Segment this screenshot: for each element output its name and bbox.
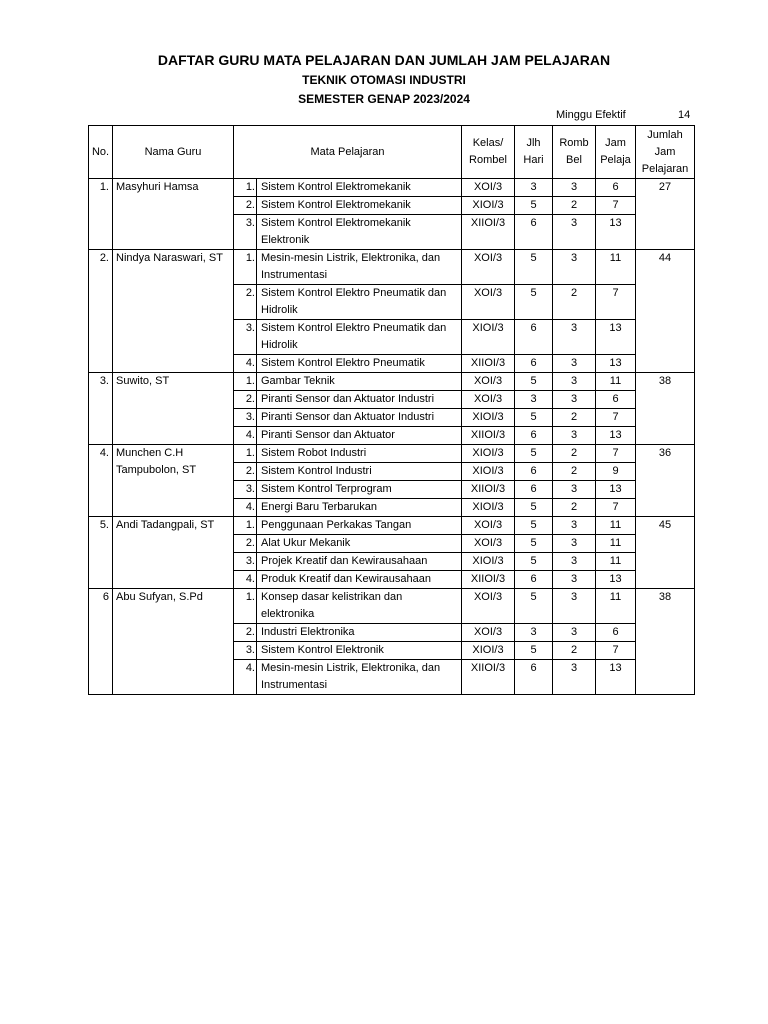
jumlah-jam: 44 [636, 250, 695, 373]
subject-name: Sistem Kontrol Elektro Pneumatik dan Hidrolik [261, 287, 447, 316]
class-rombel: XIOI/3 [462, 499, 515, 517]
teacher-number: 3. [89, 373, 113, 445]
header-mata-pelajaran: Mata Pelajaran [234, 126, 462, 179]
subject-cell [234, 355, 462, 373]
jlh-hari: 5 [515, 517, 553, 535]
subject-name: Sistem Kontrol Elektronik [261, 644, 384, 656]
subject-cell [234, 215, 462, 250]
jlh-hari: 5 [515, 535, 553, 553]
subject-number: 2. [237, 285, 257, 319]
subject-cell [234, 499, 462, 517]
jam-pelaja: 9 [596, 463, 636, 481]
jam-pelaja: 7 [596, 409, 636, 427]
subject-number: 2. [237, 391, 257, 408]
jumlah-jam: 38 [636, 589, 695, 695]
jlh-hari: 5 [515, 373, 553, 391]
romb-bel: 3 [553, 391, 596, 409]
subject-number: 1. [237, 445, 257, 462]
subject-name: Sistem Kontrol Elektromekanik [261, 181, 411, 193]
romb-bel: 3 [553, 179, 596, 197]
header-jlh-hari: Jlh Hari [515, 126, 553, 179]
subject-name: Piranti Sensor dan Aktuator Industri [261, 393, 435, 405]
jlh-hari: 3 [515, 179, 553, 197]
subject-number: 4. [237, 499, 257, 516]
header-jumlah-jam: Jumlah Jam Pelajaran [636, 126, 695, 179]
teacher-name: Suwito, ST [113, 373, 234, 445]
teacher-number: 1. [89, 179, 113, 250]
class-rombel: XOI/3 [462, 373, 515, 391]
teacher-name: Nindya Naraswari, ST [113, 250, 234, 373]
class-rombel: XOI/3 [462, 179, 515, 197]
subject-number: 2. [237, 624, 257, 641]
class-rombel: XIIOI/3 [462, 215, 515, 250]
class-rombel: XOI/3 [462, 391, 515, 409]
program-subtitle: TEKNIK OTOMASI INDUSTRI [302, 73, 466, 87]
jam-pelaja: 13 [596, 660, 636, 695]
jlh-hari: 5 [515, 642, 553, 660]
class-rombel: XIOI/3 [462, 463, 515, 481]
class-rombel: XOI/3 [462, 517, 515, 535]
subject-cell [234, 660, 462, 695]
jam-pelaja: 11 [596, 517, 636, 535]
jam-pelaja: 13 [596, 320, 636, 355]
class-rombel: XIIOI/3 [462, 355, 515, 373]
table-row [89, 445, 695, 463]
jumlah-jam: 45 [636, 517, 695, 589]
jam-pelaja: 6 [596, 179, 636, 197]
jlh-hari: 6 [515, 481, 553, 499]
subject-number: 3. [237, 215, 257, 249]
subject-number: 4. [237, 571, 257, 588]
jam-pelaja: 11 [596, 373, 636, 391]
subject-number: 1. [237, 589, 257, 623]
teacher-name: Munchen C.H Tampubolon, ST [113, 445, 234, 517]
romb-bel: 3 [553, 215, 596, 250]
jam-pelaja: 11 [596, 250, 636, 285]
class-rombel: XOI/3 [462, 285, 515, 320]
jlh-hari: 6 [515, 571, 553, 589]
table-row [89, 517, 695, 535]
subject-number: 3. [237, 642, 257, 659]
header-nama-guru: Nama Guru [113, 126, 234, 179]
jlh-hari: 5 [515, 589, 553, 624]
subject-number: 3. [237, 481, 257, 498]
romb-bel: 2 [553, 499, 596, 517]
jlh-hari: 6 [515, 320, 553, 355]
subject-number: 1. [237, 250, 257, 284]
table-row [89, 250, 695, 285]
table-row [89, 589, 695, 624]
romb-bel: 3 [553, 373, 596, 391]
subject-cell [234, 320, 462, 355]
subject-cell [234, 373, 462, 391]
subject-name: Sistem Kontrol Terprogram [261, 483, 392, 495]
class-rombel: XIIOI/3 [462, 427, 515, 445]
jam-pelaja: 13 [596, 481, 636, 499]
subject-cell [234, 445, 462, 463]
romb-bel: 3 [553, 571, 596, 589]
subject-number: 2. [237, 463, 257, 480]
header-romb-bel: Romb Bel [553, 126, 596, 179]
teacher-number: 4. [89, 445, 113, 517]
romb-bel: 2 [553, 197, 596, 215]
subject-number: 2. [237, 535, 257, 552]
minggu-efektif-label: Minggu Efektif [556, 109, 626, 121]
subject-name: Mesin-mesin Listrik, Elektronika, dan Instrumentasi [261, 252, 441, 281]
jumlah-jam: 36 [636, 445, 695, 517]
class-rombel: XOI/3 [462, 589, 515, 624]
subject-cell [234, 553, 462, 571]
class-rombel: XIOI/3 [462, 409, 515, 427]
romb-bel: 3 [553, 355, 596, 373]
jam-pelaja: 13 [596, 427, 636, 445]
jam-pelaja: 13 [596, 355, 636, 373]
class-rombel: XIIOI/3 [462, 481, 515, 499]
subject-name: Gambar Teknik [261, 375, 335, 387]
romb-bel: 3 [553, 481, 596, 499]
romb-bel: 3 [553, 660, 596, 695]
subject-cell [234, 463, 462, 481]
jlh-hari: 5 [515, 499, 553, 517]
jlh-hari: 5 [515, 197, 553, 215]
subject-name: Piranti Sensor dan Aktuator Industri [261, 411, 435, 423]
romb-bel: 3 [553, 250, 596, 285]
subject-name: Sistem Robot Industri [261, 447, 367, 459]
jam-pelaja: 7 [596, 285, 636, 320]
jlh-hari: 6 [515, 215, 553, 250]
subject-cell [234, 391, 462, 409]
class-rombel: XOI/3 [462, 250, 515, 285]
jam-pelaja: 13 [596, 215, 636, 250]
jam-pelaja: 11 [596, 553, 636, 571]
jlh-hari: 5 [515, 409, 553, 427]
jlh-hari: 3 [515, 624, 553, 642]
subject-cell [234, 517, 462, 535]
jlh-hari: 6 [515, 427, 553, 445]
semester-subtitle: SEMESTER GENAP 2023/2024 [298, 92, 470, 106]
subject-name: Industri Elektronika [261, 626, 355, 638]
teacher-name: Abu Sufyan, S.Pd [113, 589, 234, 695]
subject-cell [234, 427, 462, 445]
subject-cell [234, 642, 462, 660]
subject-name: Konsep dasar kelistrikan dan elektronika [261, 591, 403, 620]
jlh-hari: 6 [515, 355, 553, 373]
subject-cell [234, 571, 462, 589]
document-title: DAFTAR GURU MATA PELAJARAN DAN JUMLAH JAM PELAJARAN [157, 52, 611, 68]
jam-pelaja: 6 [596, 624, 636, 642]
jam-pelaja: 6 [596, 391, 636, 409]
jam-pelaja: 11 [596, 589, 636, 624]
subject-cell [234, 250, 462, 285]
subject-cell [234, 197, 462, 215]
teacher-name: Masyhuri Hamsa [113, 179, 234, 250]
jumlah-jam: 27 [636, 179, 695, 250]
jlh-hari: 6 [515, 463, 553, 481]
class-rombel: XIOI/3 [462, 320, 515, 355]
subject-number: 4. [237, 660, 257, 694]
romb-bel: 2 [553, 285, 596, 320]
subject-name: Mesin-mesin Listrik, Elektronika, dan Instrumentasi [261, 662, 441, 691]
subject-number: 1. [237, 373, 257, 390]
subject-number: 3. [237, 320, 257, 354]
jam-pelaja: 11 [596, 535, 636, 553]
jam-pelaja: 13 [596, 571, 636, 589]
subject-number: 4. [237, 355, 257, 372]
subject-name: Energi Baru Terbarukan [261, 501, 377, 513]
class-rombel: XOI/3 [462, 535, 515, 553]
jam-pelaja: 7 [596, 642, 636, 660]
table-header-row [89, 126, 695, 179]
teacher-name: Andi Tadangpali, ST [113, 517, 234, 589]
class-rombel: XIOI/3 [462, 553, 515, 571]
subject-number: 3. [237, 409, 257, 426]
subject-cell [234, 589, 462, 624]
subject-name: Produk Kreatif dan Kewirausahaan [261, 573, 431, 585]
class-rombel: XIOI/3 [462, 642, 515, 660]
class-rombel: XOI/3 [462, 624, 515, 642]
teacher-number: 5. [89, 517, 113, 589]
romb-bel: 3 [553, 427, 596, 445]
jam-pelaja: 7 [596, 499, 636, 517]
subject-name: Piranti Sensor dan Aktuator [261, 429, 395, 441]
romb-bel: 2 [553, 445, 596, 463]
subject-number: 2. [237, 197, 257, 214]
romb-bel: 3 [553, 320, 596, 355]
jam-pelaja: 7 [596, 445, 636, 463]
subject-name: Sistem Kontrol Industri [261, 465, 372, 477]
jlh-hari: 5 [515, 285, 553, 320]
teacher-number: 2. [89, 250, 113, 373]
subject-cell [234, 481, 462, 499]
subject-name: Sistem Kontrol Elektro Pneumatik [261, 357, 425, 369]
jlh-hari: 5 [515, 250, 553, 285]
table-body [89, 179, 695, 695]
subject-cell [234, 624, 462, 642]
class-rombel: XIIOI/3 [462, 660, 515, 695]
subject-cell [234, 179, 462, 197]
subject-number: 1. [237, 517, 257, 534]
jlh-hari: 5 [515, 553, 553, 571]
subject-name: Alat Ukur Mekanik [261, 537, 351, 549]
class-rombel: XIOI/3 [462, 197, 515, 215]
header-no: No. [89, 126, 113, 179]
jlh-hari: 5 [515, 445, 553, 463]
jumlah-jam: 38 [636, 373, 695, 445]
subject-cell [234, 409, 462, 427]
romb-bel: 3 [553, 589, 596, 624]
jlh-hari: 6 [515, 660, 553, 695]
subject-name: Projek Kreatif dan Kewirausahaan [261, 555, 428, 567]
subject-name: Sistem Kontrol Elektromekanik [261, 199, 411, 211]
class-rombel: XIOI/3 [462, 445, 515, 463]
header-kelas-rombel: Kelas/ Rombel [462, 126, 515, 179]
subject-name: Sistem Kontrol Elektromekanik Elektronik [261, 217, 411, 246]
romb-bel: 3 [553, 517, 596, 535]
teacher-number: 6 [89, 589, 113, 695]
subject-number: 1. [237, 179, 257, 196]
header-jam-pelaja: Jam Pelaja [596, 126, 636, 179]
subject-number: 4. [237, 427, 257, 444]
romb-bel: 3 [553, 553, 596, 571]
jam-pelaja: 7 [596, 197, 636, 215]
table-row [89, 179, 695, 197]
romb-bel: 3 [553, 624, 596, 642]
subject-name: Sistem Kontrol Elektro Pneumatik dan Hidrolik [261, 322, 447, 351]
minggu-efektif-value: 14 [678, 109, 691, 121]
romb-bel: 3 [553, 535, 596, 553]
class-rombel: XIIOI/3 [462, 571, 515, 589]
romb-bel: 2 [553, 409, 596, 427]
jlh-hari: 3 [515, 391, 553, 409]
romb-bel: 2 [553, 463, 596, 481]
teacher-table [88, 125, 695, 695]
romb-bel: 2 [553, 642, 596, 660]
subject-cell [234, 285, 462, 320]
table-row [89, 373, 695, 391]
subject-number: 3. [237, 553, 257, 570]
subject-name: Penggunaan Perkakas Tangan [261, 519, 412, 531]
subject-cell [234, 535, 462, 553]
